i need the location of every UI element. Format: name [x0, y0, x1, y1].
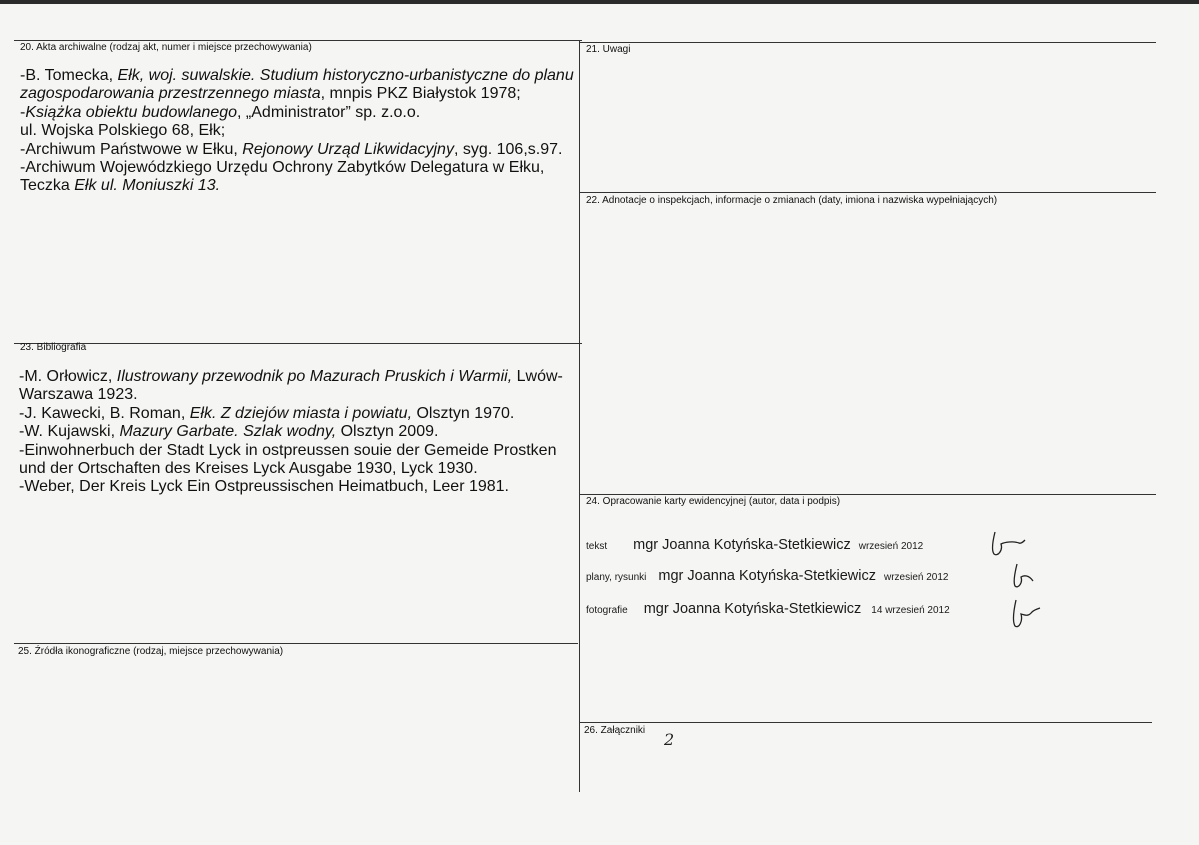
- author-row-kind: plany, rysunki: [586, 572, 647, 583]
- text-segment: Książka obiektu budowlanego: [25, 103, 238, 121]
- section-22-label: 22. Adnotacje o inspekcjach, informacje o zmianach (daty, imiona i nazwiska wypełniających): [586, 195, 998, 206]
- signature-icon: [1005, 561, 1037, 591]
- section-26-label: 26. Załączniki: [584, 725, 646, 736]
- text-segment: Ełk, woj. suwalskie. Studium historyczno-urbanistyczne do planu zagospodarowania przestrzennego miasta: [20, 67, 574, 103]
- text-entry: [20, 104, 575, 122]
- text-segment: Lwów-Warszawa 1923.: [19, 368, 563, 404]
- text-entry: [19, 442, 574, 479]
- author-row-kind: tekst: [586, 541, 608, 552]
- text-segment: -M. Orłowicz,: [19, 368, 117, 385]
- archival-records-text: [20, 67, 575, 196]
- section-25-label: 25. Źródła ikonograficzne (rodzaj, miejsce przechowywania): [18, 646, 284, 657]
- text-segment: Olsztyn 1970.: [412, 404, 515, 422]
- text-segment: , „Administrator” sp. z.o.o.: [237, 103, 421, 121]
- signature-icon: [985, 528, 1027, 558]
- author-name: mgr Joanna Kotyńska-Stetkiewicz: [633, 537, 851, 553]
- text-segment: -Weber, Der Kreis Lyck Ein Ostpreussischen Heimatbuch, Leer 1981.: [19, 478, 509, 496]
- section-21-label: 21. Uwagi: [586, 44, 631, 55]
- section-20-label: 20. Akta archiwalne (rodzaj akt, numer i miejsce przechowywania): [20, 42, 312, 53]
- text-segment: Olsztyn 2009.: [336, 423, 439, 441]
- signature-icon: [1006, 597, 1042, 631]
- text-segment: -J. Kawecki, B. Roman,: [19, 404, 190, 422]
- text-entry: [19, 478, 574, 496]
- text-segment: Ełk. Z dziejów miasta i powiatu,: [189, 404, 413, 422]
- author-name: mgr Joanna Kotyńska-Stetkiewicz: [643, 601, 862, 617]
- text-entry: [20, 67, 575, 104]
- text-entry: [19, 368, 574, 405]
- text-entry: [20, 141, 575, 159]
- divider-top-right: [580, 42, 1156, 43]
- text-segment: Rejonowy Urząd Likwidacyjny: [242, 140, 454, 158]
- divider-24: [580, 494, 1156, 495]
- section-23-label: 23. Bibliografia: [20, 342, 87, 353]
- text-entry: [20, 122, 575, 140]
- text-segment: -W. Kujawski,: [19, 423, 120, 441]
- text-segment: Mazury Garbate. Szlak wodny,: [119, 423, 337, 441]
- text-segment: ul. Wojska Polskiego 68, Ełk;: [20, 122, 226, 140]
- divider-26: [580, 722, 1152, 723]
- text-segment: , mnpis PKZ Białystok 1978;: [320, 85, 521, 103]
- divider-22: [580, 192, 1156, 193]
- author-date: wrzesień 2012: [858, 541, 924, 552]
- author-row-tekst: [586, 537, 923, 553]
- text-segment: -Archiwum Wojewódzkiego Urzędu Ochrony Zabytków Delegatura w Ełku, Teczka: [20, 159, 545, 195]
- author-row-fotografie: [586, 601, 950, 617]
- section-24-label: 24. Opracowanie karty ewidencyjnej (autor, data i podpis): [586, 496, 841, 507]
- author-date: 14 wrzesień 2012: [871, 605, 950, 616]
- column-divider: [579, 40, 580, 792]
- text-segment: Ilustrowany przewodnik po Mazurach Pruskich i Warmii,: [116, 368, 513, 385]
- text-segment: -Archiwum Państwowe w Ełku,: [20, 140, 243, 158]
- author-row-plany: [586, 568, 948, 584]
- text-segment: -: [20, 103, 26, 121]
- text-segment: , syg. 106,s.97.: [453, 140, 563, 158]
- attachments-count: 2: [664, 730, 675, 749]
- text-segment: -B. Tomecka,: [20, 67, 118, 84]
- text-entry: [19, 423, 574, 441]
- text-entry: [20, 159, 575, 196]
- divider-top-left: [14, 40, 582, 41]
- author-date: wrzesień 2012: [884, 572, 949, 583]
- text-segment: -Einwohnerbuch der Stadt Lyck in ostpreussen souie der Gemeide Prostken und der Ortschaften des Kreises Lyck Ausgabe 1930, Lyck 1930.: [19, 441, 557, 478]
- divider-25: [14, 643, 578, 644]
- author-row-kind: fotografie: [586, 605, 628, 616]
- text-entry: [19, 405, 574, 423]
- bibliography-text: [19, 368, 574, 497]
- author-name: mgr Joanna Kotyńska-Stetkiewicz: [658, 568, 876, 584]
- scan-top-edge: [0, 0, 1199, 4]
- text-segment: Ełk ul. Moniuszki 13.: [74, 177, 221, 195]
- divider-23: [14, 343, 582, 344]
